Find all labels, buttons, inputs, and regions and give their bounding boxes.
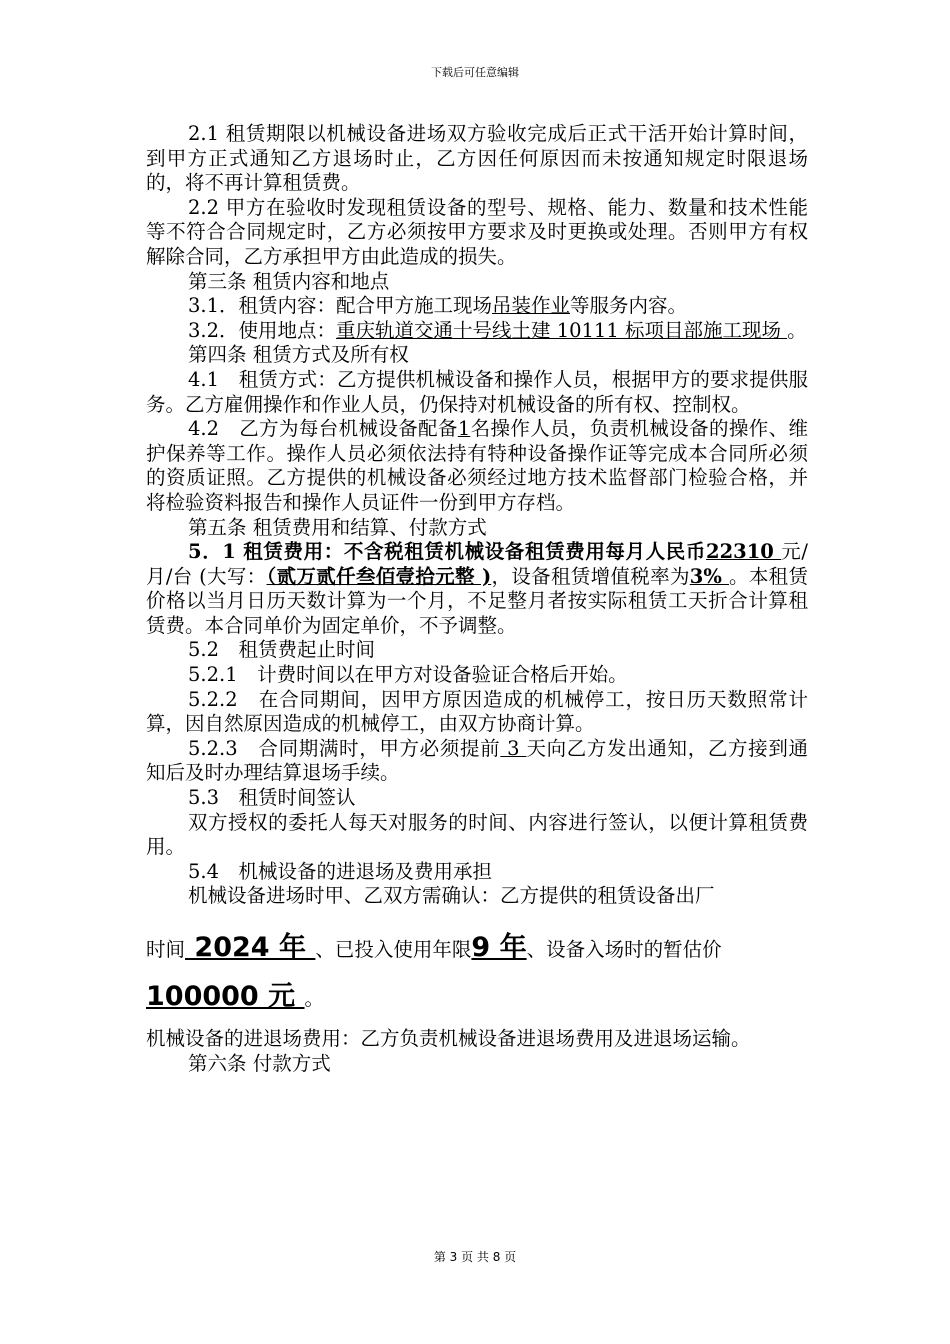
article-5-title: 第五条 租赁费用和结算、付款方式	[188, 515, 487, 539]
clause-5-4-body: 机械设备进场时甲、乙双方需确认：乙方提供的租赁设备出厂	[188, 884, 715, 908]
document-body	[146, 122, 808, 1076]
clause-5-4-details	[146, 931, 808, 967]
fee-in-words: （贰万贰仟叁佰壹拾元整 )	[266, 564, 492, 588]
article-3-title: 第三条 租赁内容和地点	[188, 269, 390, 293]
clause-4-2-body: 名操作人员，负责机械设备的操作、维护保养等工作。操作人员必须依法持有特种设备操作证等完成本合同所必须的资质证照。乙方提供的机械设备必须经过地方技术监督部门检验合格，并将检验资料报告和操作人员证件一份到甲方存档。	[146, 417, 808, 514]
page-header: 下载后可任意编辑	[431, 66, 519, 79]
clause-2-1: 2.1 租赁期限以机械设备进场双方验收完成后正式干活开始计算时间，到甲方正式通知乙方退场时止，乙方因任何原因而未按通知规定时限退场的，将不再计算租赁费。	[146, 122, 808, 195]
clause-5-3: 5.3 租赁时间签认	[188, 786, 356, 810]
clause-5-3-body: 双方授权的委托人每天对服务的时间、内容进行签认，以便计算租赁费用。	[146, 810, 808, 859]
price-period: 。	[304, 987, 325, 1010]
rental-content: 吊装作业	[492, 294, 571, 318]
usage-location: 重庆轨道交通十号线土建 10111 标项目部施工现场	[336, 318, 788, 342]
clause-5-4: 5.4 机械设备的进退场及费用承担	[188, 859, 493, 883]
clause-3-1	[146, 294, 808, 319]
clause-3-1-suffix: 等服务内容。	[570, 294, 688, 318]
clause-4-2	[146, 417, 808, 515]
clause-5-2-1: 5.2.1 计费时间以在甲方对设备验证合格后开始。	[188, 663, 628, 687]
manufacture-year: 2024 年	[185, 932, 316, 963]
page-footer: 第 3 页 共 8 页	[433, 1250, 517, 1264]
clause-4-1: 4.1 租赁方式：乙方提供机械设备和操作人员，根据甲方的要求提供服务。乙方雇佣操作和作业人员，仍保持对机械设备的所有权、控制权。	[146, 367, 808, 416]
clause-5-4-price	[146, 979, 808, 1017]
clause-5-1-tax-label: ，设备租赁增值税率为	[491, 564, 690, 588]
estimated-price-label: 、设备入场时的暂估价	[526, 938, 722, 961]
clause-5-2-3	[146, 737, 808, 786]
notice-days: 3	[500, 736, 527, 760]
clause-5-1-unit: 元/月/台 (大写：	[146, 540, 808, 588]
years-used: 9 年	[471, 932, 527, 963]
clause-3-1-label: 3.1．租赁内容：配合甲方施工现场	[188, 294, 493, 318]
operator-count: 1	[457, 417, 471, 441]
clause-5-2-3-body: 天向乙方发出通知，乙方接到通知后及时办理结算退场手续。	[146, 736, 808, 785]
clause-5-2: 5.2 租赁费起止时间	[188, 638, 376, 662]
clause-5-4-fee: 机械设备的进退场费用：乙方负责机械设备进退场费用及进退场运输。	[146, 1027, 751, 1050]
clause-2-2: 2.2 甲方在验收时发现租赁设备的型号、规格、能力、数量和技术性能等不符合合同规定时，乙方必须按甲方要求及时更换或处理。否则甲方有权解除合同，乙方承担甲方由此造成的损失。	[146, 195, 808, 268]
manufacture-time-label: 时间	[146, 938, 186, 961]
vat-rate: 3%	[689, 564, 729, 588]
estimated-price: 100000 元	[146, 981, 305, 1012]
years-used-label: 、已投入使用年限	[315, 938, 472, 961]
clause-5-2-2: 5.2.2 在合同期间，因甲方原因造成的机械停工，按日历天数照常计算，因自然原因造成的机械停工，由双方协商计算。	[146, 687, 808, 736]
monthly-fee-amount: 22310	[706, 540, 782, 564]
clause-5-1-body: 。本租赁价格以当月日历天数计算为一个月，不足整月者按实际租赁工天折合计算租赁费。本合同单价为固定单价，不予调整。	[146, 564, 808, 637]
clause-3-2-label: 3.2．使用地点：	[188, 318, 337, 342]
clause-5-1	[146, 540, 808, 638]
clause-5-1-label: 5．1 租赁费用：不含税租赁机械设备租赁费用每月人民币	[188, 540, 707, 564]
clause-5-2-3-label: 5.2.3 合同期满时，甲方必须提前	[188, 736, 501, 760]
clause-4-2-label: 4.2 乙方为每台机械设备配备	[188, 417, 458, 441]
clause-3-2-suffix: 。	[787, 318, 807, 342]
article-4-title: 第四条 租赁方式及所有权	[188, 343, 409, 367]
clause-3-2	[146, 319, 808, 344]
article-6-title: 第六条 付款方式	[188, 1051, 331, 1075]
